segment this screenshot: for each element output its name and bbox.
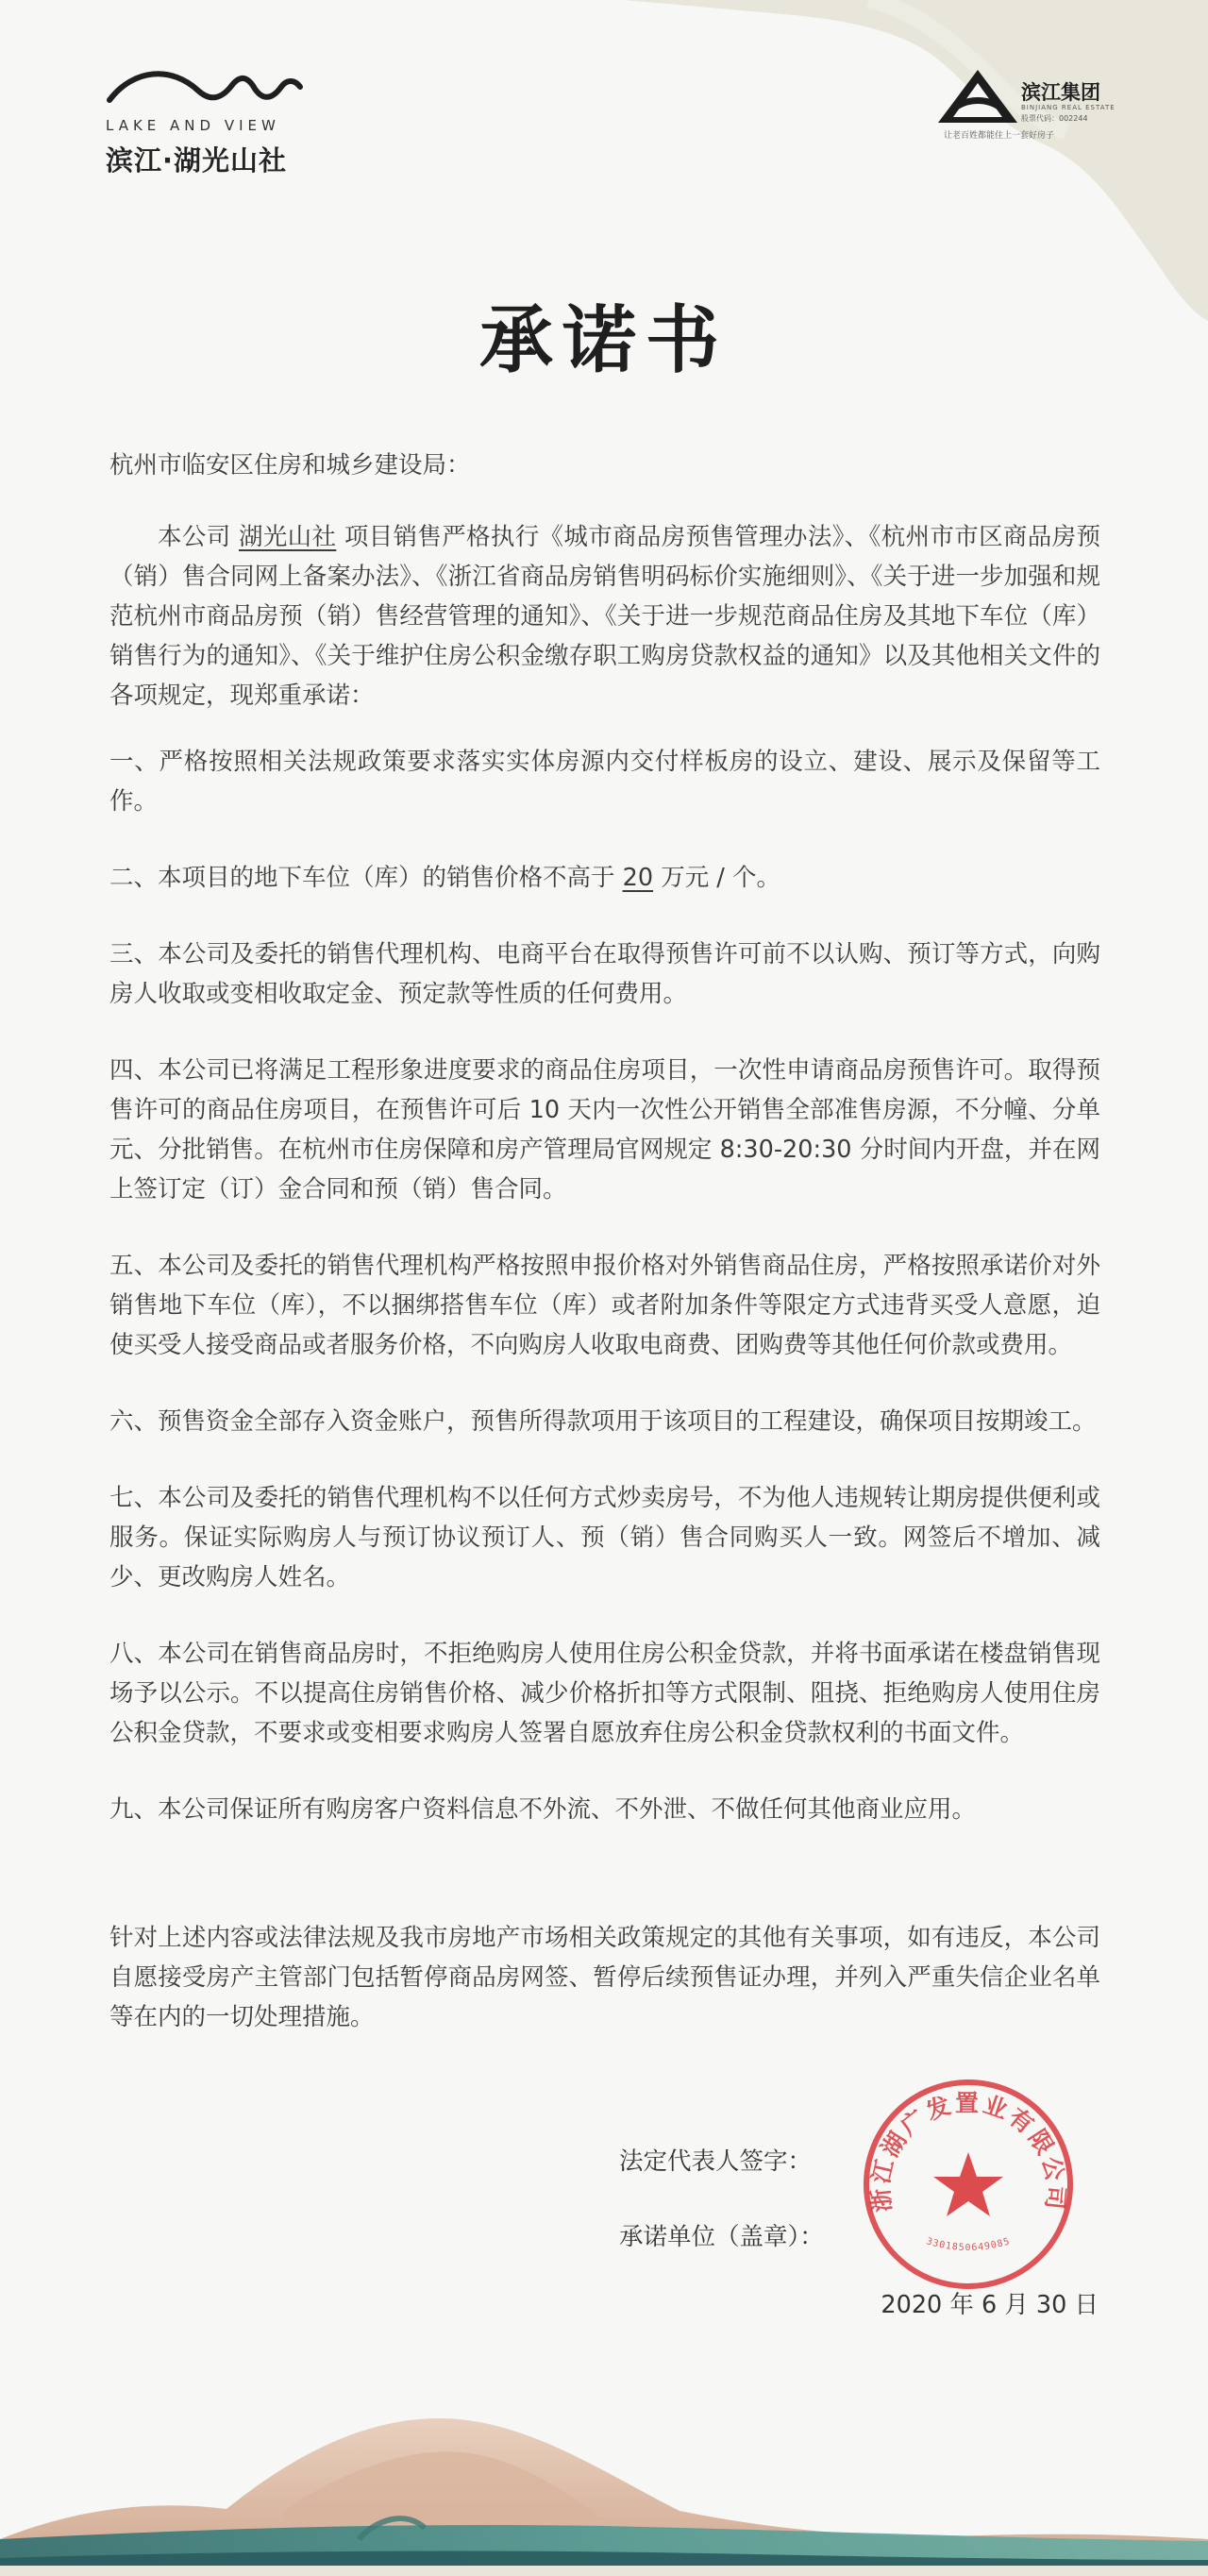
clause-7: 七、本公司及委托的销售代理机构不以任何方式炒卖房号，不为他人违规转让期房提供便利或服务。保证实际购房人与预订协议预订人、预（销）售合同购买人一致。网签后不增加、减少、更改购房人姓名。 [109, 1484, 1100, 1591]
document-title: 承诺书 [478, 298, 729, 383]
clause-5: 五、本公司及委托的销售代理机构严格按照申报价格对外销售商品住房，严格按照承诺价对外销售地下车位（库），不以捆绑搭售车位（库）或者附加条件等限定方式违背买受人意愿，迫使买受人接受商品或者服务价格，不向购房人收取电商费、团购费等其他任何价款或费用。 [109, 1252, 1100, 1359]
addressee [109, 446, 1100, 485]
corporate-slogan: 让老百姓都能住上一套好房子 [944, 131, 1055, 141]
project-name: 湖光山社 [238, 523, 337, 551]
intro-paragraph [109, 517, 1100, 716]
bottom-landscape-decoration [0, 2398, 1208, 2576]
clause-6: 六、预售资金全部存入资金账户，预售所得款项用于该项目的工程建设，确保项目按期竣工。 [109, 1407, 1097, 1436]
parking-price: 20 [622, 864, 654, 892]
brand-english-name: LAKE AND VIEW [106, 117, 280, 134]
seal-star-icon [933, 2152, 1003, 2216]
closing-text: 针对上述内容或法律法规及我市房地产市场相关政策规定的其他有关事项，如有违反，本公司自愿接受房产主管部门包括暂停商品房网签、暂停后续预售证办理，并列入严重失信企业名单等在内的一切处理措施。 [109, 1924, 1100, 2031]
corporate-name: 滨江集团 [1021, 81, 1100, 104]
intro-body: 项目销售严格执行《城市商品房预售管理办法》、《杭州市市区商品房预（销）售合同网上备案办法》、《浙江省商品房销售明码标价实施细则》、《关于进一步加强和规范杭州市商品房预（销）售经营管理的通知》、《关于进一步规范商品住房及其地下车位（库）销售行为的通知》、《关于维护住房公积金缴存职工购房贷款权益的通知》以及其他相关文件的各项规定，现郑重承诺： [109, 523, 1100, 710]
brand-chinese-name: 滨江·湖光山社 [106, 144, 288, 177]
svg-text:3301850649085: 3301850649085 [925, 2236, 1012, 2253]
clause-1: 一、严格按照相关法规政策要求落实实体房源内交付样板房的设立、建设、展示及保留等工作。 [109, 748, 1100, 816]
svg-text:浙江湖广发置业有限公司: 浙江湖广发置业有限公司 [866, 2089, 1070, 2214]
commitment-clauses [109, 742, 1100, 1866]
clause-2-prefix: 二、本项目的地下车位（库）的销售价格不高于 [109, 864, 615, 892]
legal-representative-signature-label: 法定代表人签字： [619, 2147, 813, 2176]
company-seal [857, 2073, 1080, 2296]
triangle-logo-icon [934, 66, 1021, 126]
addressee-text: 杭州市临安区住房和城乡建设局： [109, 451, 471, 480]
closing-paragraph [109, 1918, 1100, 2037]
signing-date: 2020 年 6 月 30 日 [881, 2291, 1099, 2319]
project-brand-logo [106, 66, 323, 178]
clause-2 [109, 858, 1100, 898]
corporate-english-name: BINJIANG REAL ESTATE [1021, 104, 1116, 111]
lake-mountain-icon [106, 66, 304, 108]
clause-4: 四、本公司已将满足工程形象进度要求的商品住房项目，一次性申请商品房预售许可。取得预售许可的商品住房项目，在预售许可后 10 天内一次性公开销售全部准售房源，不分幢、分单元、分批销售。在杭州市住房保障和房产管理局官网规定 8:30-20:30 分时间内开盘，并在网上签订定（订）金合同和预（销）售合同。 [109, 1056, 1100, 1204]
stock-code: 股票代码：002244 [1021, 114, 1088, 123]
committing-unit-seal-label: 承诺单位（盖章）： [619, 2223, 824, 2251]
clause-9: 九、本公司保证所有购房客户资料信息不外流、不外泄、不做任何其他商业应用。 [109, 1795, 977, 1824]
clause-3: 三、本公司及委托的销售代理机构、电商平台在取得预售许可前不以认购、预订等方式，向购房人收取或变相收取定金、预定款等性质的任何费用。 [109, 940, 1100, 1008]
clause-8: 八、本公司在销售商品房时，不拒绝购房人使用住房公积金贷款，并将书面承诺在楼盘销售现场予以公示。不以提高住房销售价格、减少价格折扣等方式限制、阻挠、拒绝购房人使用住房公积金贷款，不要求或变相要求购房人签署自愿放弃住房公积金贷款权利的书面文件。 [109, 1640, 1100, 1747]
intro-prefix: 本公司 [158, 523, 231, 551]
corporate-logo [934, 66, 1123, 142]
clause-2-suffix: 万元 / 个。 [661, 864, 780, 892]
intro-text [109, 517, 1100, 716]
